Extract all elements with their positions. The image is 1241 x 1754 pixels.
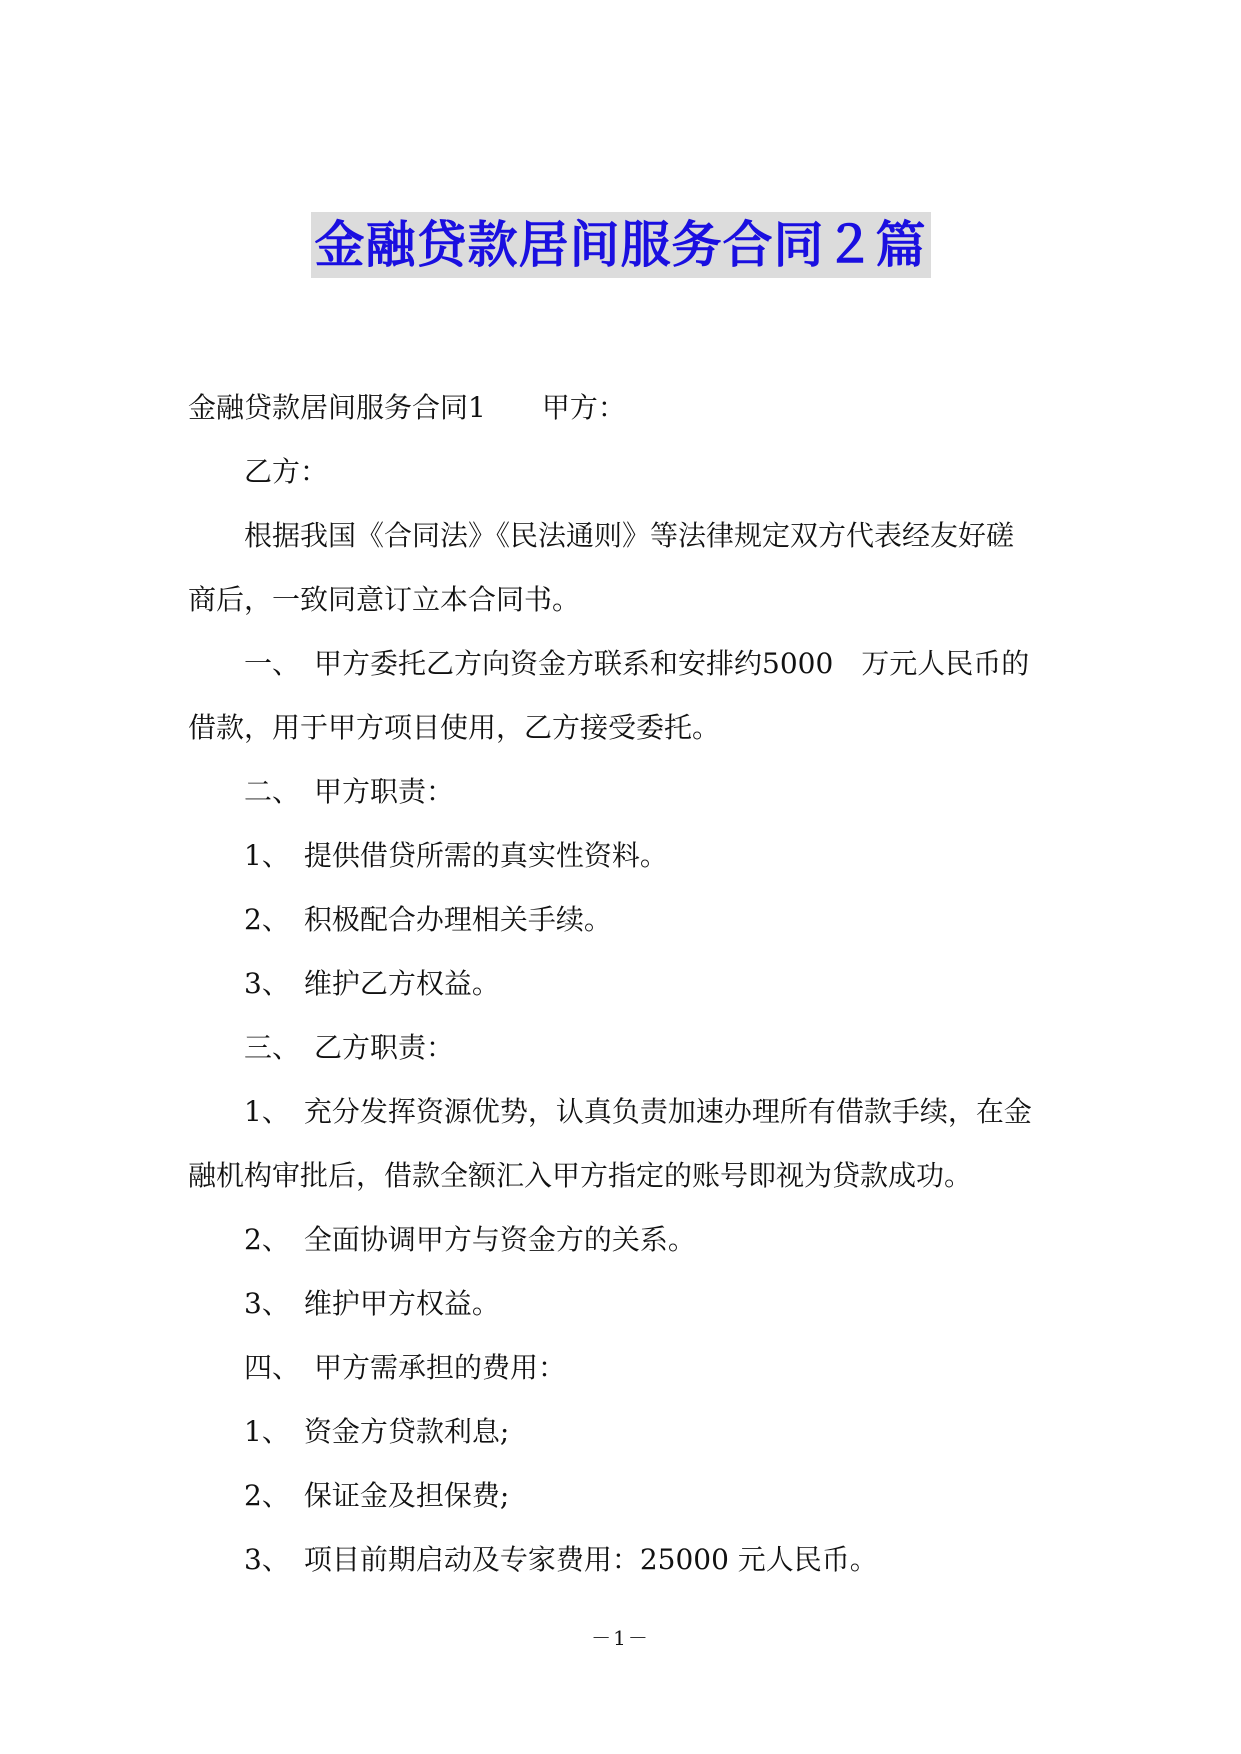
paragraph-line: 借款，用于甲方项目使用，乙方接受委托。 <box>188 711 721 744</box>
list-item: 2、 全面协调甲方与资金方的关系。 <box>244 1223 696 1256</box>
paragraph-line: 根据我国《合同法》《民法通则》等法律规定双方代表经友好磋 <box>244 519 1015 552</box>
section-heading: 二、 甲方职责： <box>244 775 455 808</box>
list-item: 3、 维护甲方权益。 <box>244 1287 500 1320</box>
list-item: 3、 维护乙方权益。 <box>244 967 500 1000</box>
page-number: －1－ <box>591 1626 650 1650</box>
paragraph-line: 一、 甲方委托乙方向资金方联系和安排约5000 万元人民币的 <box>244 647 1030 680</box>
paragraph-line: 金融贷款居间服务合同1 甲方： <box>188 391 626 424</box>
paragraph-line: 商后，一致同意订立本合同书。 <box>188 583 581 616</box>
paragraph-line: 融机构审批后，借款全额汇入甲方指定的账号即视为贷款成功。 <box>188 1159 973 1192</box>
list-item: 1、 充分发挥资源优势，认真负责加速办理所有借款手续，在金 <box>244 1095 1032 1128</box>
list-item: 1、 资金方贷款利息; <box>244 1415 510 1448</box>
list-item: 2、 积极配合办理相关手续。 <box>244 903 612 936</box>
section-heading: 四、 甲方需承担的费用： <box>244 1351 567 1384</box>
section-heading: 三、 乙方职责： <box>244 1031 455 1064</box>
paragraph-line: 乙方： <box>244 455 329 488</box>
list-item: 2、 保证金及担保费; <box>244 1479 510 1512</box>
list-item: 1、 提供借贷所需的真实性资料。 <box>244 839 668 872</box>
document-title: 金融贷款居间服务合同２篇 <box>311 212 931 278</box>
list-item: 3、 项目前期启动及专家费用：25000 元人民币。 <box>244 1543 878 1576</box>
title-container <box>0 212 1241 278</box>
